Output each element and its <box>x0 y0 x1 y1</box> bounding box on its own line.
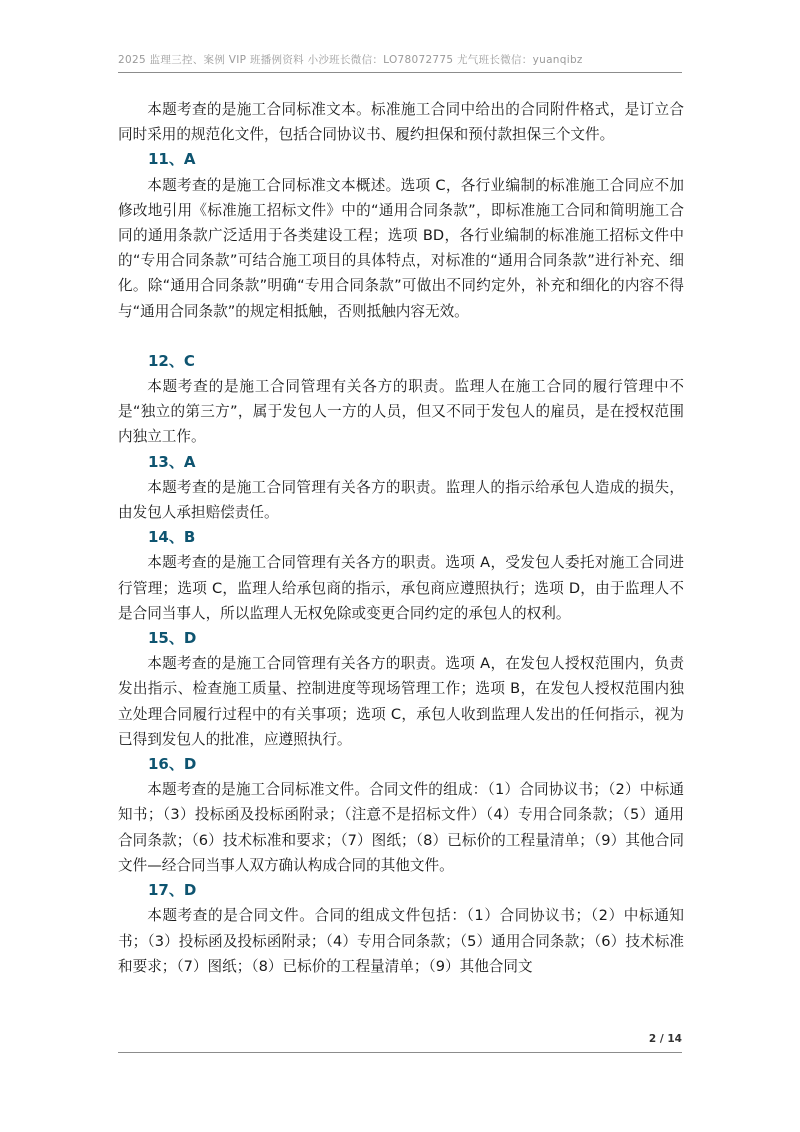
answer-explanation: 本题考查的是施工合同管理有关各方的职责。选项 A，受发包人委托对施工合同进行管理；选项 C，监理人给承包商的指示，承包商应遵照执行；选项 D，由于监理人不是合同当事人，所以监理人无权免除或变更合同约定的承包人的权利。 <box>118 554 684 622</box>
answer-explanation: 本题考查的是施工合同管理有关各方的职责。监理人的指示给承包人造成的损失，由发包人承担赔偿责任。 <box>118 478 684 522</box>
answer-heading: 17、D <box>148 881 197 900</box>
answer-heading: 15、D <box>148 629 197 648</box>
answer-explanation: 本题考查的是合同文件。合同的组成文件包括：（1）合同协议书；（2）中标通知书；（3）投标函及投标函附录；（4）专用合同条款；（5）通用合同条款；（6）技术标准和要求；（7）图纸；（8）已标价的工程量清单；（9）其他合同文 <box>118 907 684 975</box>
answer-explanation: 本题考查的是施工合同标准文件。合同文件的组成：（1）合同协议书；（2）中标通知书；（3）投标函及投标函附录；（注意不是招标文件）（4）专用合同条款；（5）通用合同条款；（6）技术标准和要求；（7）图纸；（8）已标价的工程量清单；（9）其他合同文件—经合同当事人双方确认构成合同的其他文件。 <box>118 781 684 874</box>
paragraph-gap <box>118 324 684 349</box>
answer-heading: 16、D <box>148 755 197 774</box>
answer-explanation: 本题考查的是施工合同管理有关各方的职责。监理人在施工合同的履行管理中不是“独立的第三方”，属于发包人一方的人员，但又不同于发包人的雇员，是在授权范围内独立工作。 <box>118 378 684 446</box>
answer-explanation: 本题考查的是施工合同标准文本。标准施工合同中给出的合同附件格式，是订立合同时采用的规范化文件，包括合同协议书、履约担保和预付款担保三个文件。 <box>118 101 684 144</box>
answer-heading: 12、C <box>148 351 195 370</box>
answer-heading: 14、B <box>148 528 196 547</box>
answer-heading: 13、A <box>148 452 196 471</box>
answer-explanation: 本题考查的是施工合同标准文本概述。选项 C，各行业编制的标准施工合同应不加修改地引用《标准施工招标文件》中的“通用合同条款”，即标准施工合同和简明施工合同的通用条款广泛适用于各类建设工程；选项 BD，各行业编制的标准施工招标文件中的“专用合同条款”可结合施工项目的具体特点，对标准的“通用合同条款”进行补充、细化。除“通用合同条款”明确“专用合同条款”可做出不同约定外，补充和细化的内容不得与“通用合同条款”的规定相抵触，否则抵触内容无效。 <box>118 176 684 320</box>
page-header: 2025 监理三控、案例 VIP 班播例资料 小沙班长微信：LO78072775 尤气班长微信：yuanqibz <box>118 54 583 66</box>
answer-heading: 11、A <box>148 150 196 169</box>
header-divider <box>118 72 682 73</box>
document-body <box>118 97 684 979</box>
answer-explanation: 本题考查的是施工合同管理有关各方的职责。选项 A，在发包人授权范围内，负责发出指示、检查施工质量、控制进度等现场管理工作；选项 B，在发包人授权范围内独立处理合同履行过程中的有关事项；选项 C，承包人收到监理人发出的任何指示，视为已得到发包人的批准，应遵照执行。 <box>118 655 684 748</box>
footer-divider <box>118 1052 682 1053</box>
page-number: 2 / 14 <box>648 1033 682 1045</box>
